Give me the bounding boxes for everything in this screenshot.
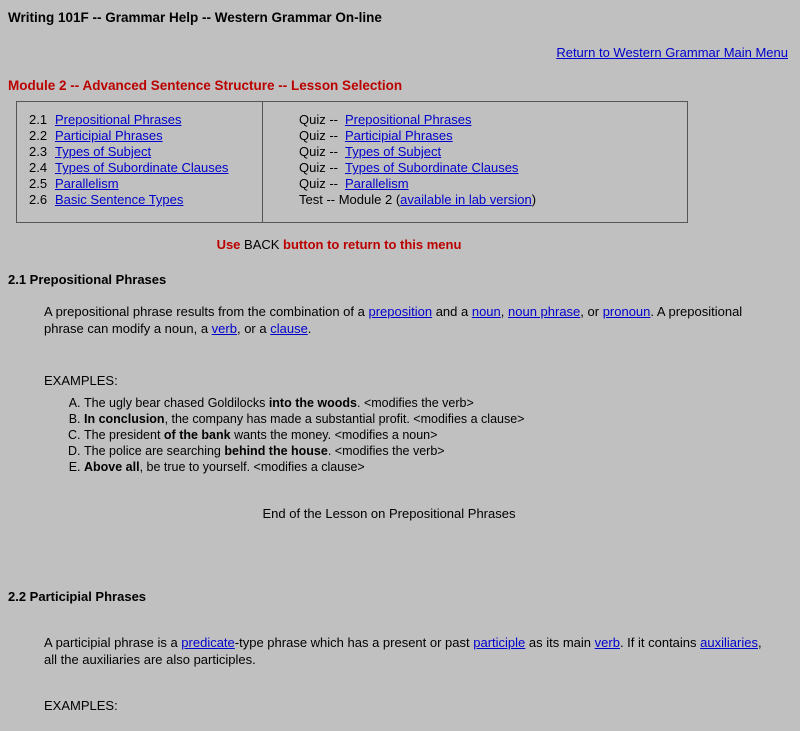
quiz-link-participial-phrases[interactable]: Participial Phrases — [345, 128, 453, 143]
page-title: Writing 101F -- Grammar Help -- Western Grammar On-line — [8, 10, 382, 25]
quiz-prefix: Quiz -- — [299, 176, 338, 191]
return-link-row — [8, 45, 790, 60]
use-back-keyword: BACK — [244, 237, 280, 252]
text-fragment: , or a — [236, 321, 271, 336]
text-fragment: , or — [580, 304, 603, 319]
glossary-link-clause[interactable]: clause — [270, 321, 308, 336]
lesson-row — [29, 144, 250, 160]
lesson-link-types-of-subordinate-clauses[interactable]: Types of Subordinate Clauses — [55, 160, 229, 175]
example-post: . <modifies the verb> — [357, 396, 474, 410]
example-pre: The ugly bear chased Goldilocks — [84, 396, 269, 410]
quiz-link-prepositional-phrases[interactable]: Prepositional Phrases — [345, 112, 472, 127]
lesson-link-participial-phrases[interactable]: Participial Phrases — [55, 128, 163, 143]
example-bold: of the bank — [163, 428, 231, 442]
section-heading-2-2: 2.2 Participial Phrases — [8, 589, 147, 604]
glossary-link-preposition[interactable]: preposition — [368, 304, 433, 319]
list-item — [84, 460, 790, 476]
test-suffix: ) — [531, 192, 537, 207]
quiz-prefix: Quiz -- — [299, 160, 338, 175]
lesson-number: 2.3 — [29, 144, 48, 159]
test-link-module-2[interactable]: available in lab version — [400, 192, 532, 207]
lesson-number: 2.6 — [29, 192, 48, 207]
text-fragment: . If it contains — [619, 635, 701, 650]
text-fragment: . — [307, 321, 312, 336]
quiz-row — [299, 176, 675, 192]
example-post: , the company has made a substantial profit. <modifies a clause> — [164, 412, 525, 426]
lesson-link-parallelism[interactable]: Parallelism — [55, 176, 119, 191]
example-bold: into the woods — [268, 396, 358, 410]
spacer — [8, 521, 790, 569]
spacer — [8, 713, 790, 731]
lesson-row — [29, 176, 250, 192]
lesson-number: 2.5 — [29, 176, 48, 191]
use-back-prefix: Use — [216, 237, 245, 252]
lesson-row — [29, 128, 250, 144]
glossary-link-verb[interactable]: verb — [211, 321, 237, 336]
list-item — [84, 412, 790, 428]
glossary-link-auxiliaries[interactable]: auxiliaries — [700, 635, 758, 650]
glossary-link-pronoun[interactable]: pronoun — [602, 304, 651, 319]
text-fragment: A participial phrase is a — [44, 635, 182, 650]
test-row — [299, 192, 675, 208]
lesson-number: 2.4 — [29, 160, 48, 175]
text-fragment: and a — [432, 304, 472, 319]
quiz-row — [299, 144, 675, 160]
use-back-notice — [8, 237, 790, 252]
list-item — [84, 428, 790, 444]
text-fragment: . A prepositional phrase can modify a noun, a — [44, 304, 743, 336]
quiz-list-column — [263, 102, 687, 222]
quiz-prefix: Quiz -- — [299, 128, 338, 143]
lesson-link-types-of-subject[interactable]: Types of Subject — [55, 144, 152, 159]
glossary-link-noun[interactable]: noun — [471, 304, 501, 319]
examples-label-2-1: EXAMPLES: — [44, 373, 118, 388]
lesson-number: 2.1 — [29, 112, 48, 127]
section-2-1-paragraph — [44, 303, 776, 337]
example-pre: The police are searching — [84, 444, 225, 458]
module-heading: Module 2 -- Advanced Sentence Structure -- Lesson Selection — [8, 78, 403, 93]
example-post: , be true to yourself. <modifies a clause> — [139, 460, 365, 474]
example-post: wants the money. <modifies a noun> — [230, 428, 438, 442]
text-fragment: , all the auxiliaries are also participles. — [44, 635, 762, 667]
lesson-row — [29, 192, 250, 208]
examples-label-2-2: EXAMPLES: — [44, 698, 118, 713]
end-of-lesson-2-1: End of the Lesson on Prepositional Phrases — [262, 506, 516, 521]
example-pre: The president — [84, 428, 164, 442]
section-heading-2-1: 2.1 Prepositional Phrases — [8, 272, 167, 287]
lesson-number: 2.2 — [29, 128, 48, 143]
quiz-prefix: Quiz -- — [299, 144, 338, 159]
lesson-list-column — [17, 102, 263, 222]
text-fragment: -type phrase which has a present or past — [234, 635, 474, 650]
use-back-suffix: button to return to this menu — [279, 237, 462, 252]
text-fragment: A prepositional phrase results from the combination of a — [44, 304, 369, 319]
return-to-main-menu-link[interactable]: Return to Western Grammar Main Menu — [556, 45, 788, 60]
lesson-link-basic-sentence-types[interactable]: Basic Sentence Types — [55, 192, 184, 207]
quiz-row — [299, 128, 675, 144]
example-post: . <modifies the verb> — [327, 444, 445, 458]
quiz-prefix: Quiz -- — [299, 112, 338, 127]
lesson-selection-box — [16, 101, 688, 223]
section-2-2-paragraph — [44, 634, 776, 668]
text-fragment: , — [500, 304, 508, 319]
quiz-row — [299, 160, 675, 176]
glossary-link-noun-phrase[interactable]: noun phrase — [508, 304, 581, 319]
example-bold: Above all — [84, 460, 140, 474]
list-item — [84, 396, 790, 412]
list-item — [84, 444, 790, 460]
example-bold: behind the house — [224, 444, 328, 458]
example-bold: In conclusion — [84, 412, 165, 426]
lesson-link-prepositional-phrases[interactable]: Prepositional Phrases — [55, 112, 182, 127]
quiz-row — [299, 112, 675, 128]
examples-list-2-1 — [8, 396, 790, 476]
glossary-link-predicate[interactable]: predicate — [181, 635, 235, 650]
quiz-link-types-of-subject[interactable]: Types of Subject — [345, 144, 442, 159]
lesson-row — [29, 112, 250, 128]
quiz-link-types-of-subordinate-clauses[interactable]: Types of Subordinate Clauses — [345, 160, 519, 175]
glossary-link-verb-2[interactable]: verb — [594, 635, 620, 650]
quiz-link-parallelism[interactable]: Parallelism — [345, 176, 409, 191]
glossary-link-participle[interactable]: participle — [473, 635, 526, 650]
test-prefix: Test -- Module 2 ( — [299, 192, 401, 207]
lesson-row — [29, 160, 250, 176]
text-fragment: as its main — [525, 635, 595, 650]
